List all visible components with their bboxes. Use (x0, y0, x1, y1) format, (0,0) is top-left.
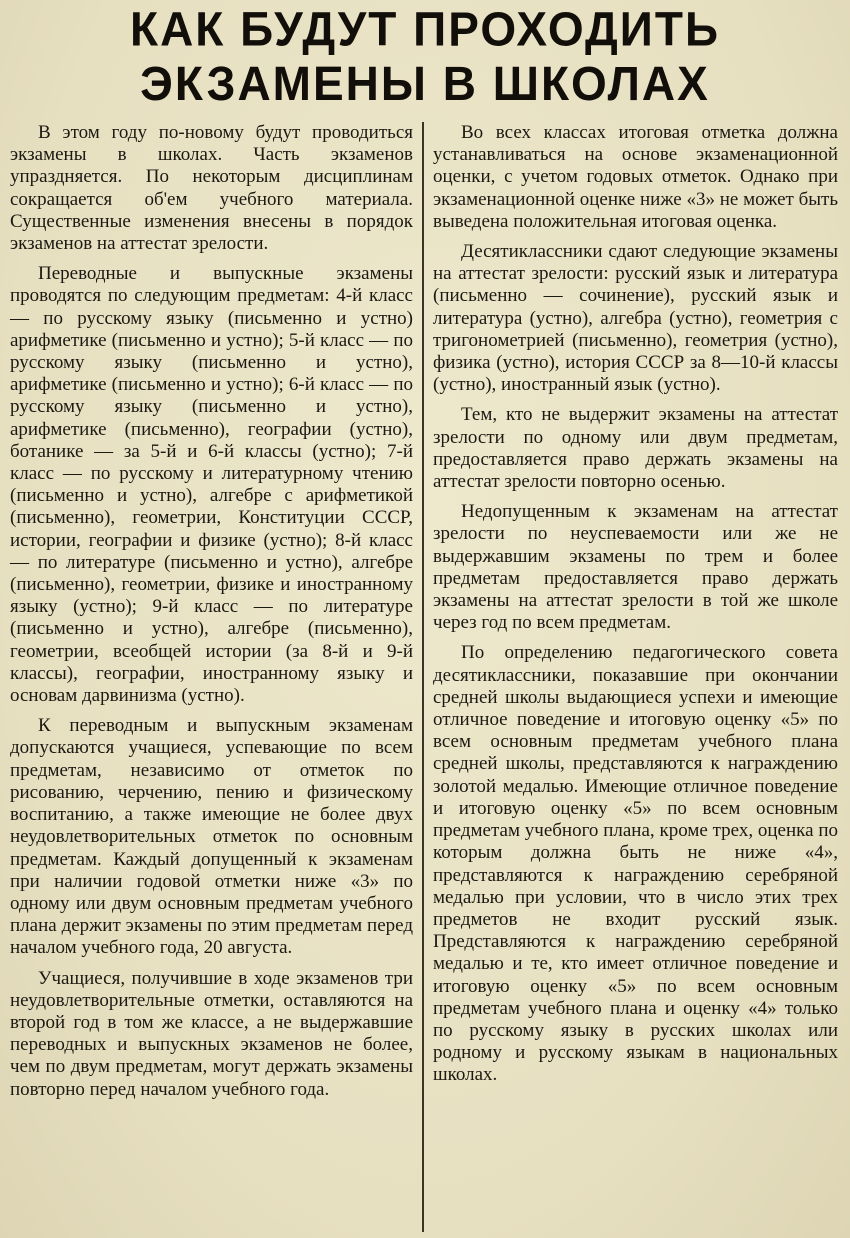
paragraph: Переводные и выпускные экзамены проводятся по следующим предметам: 4-й класс — по русскому языку (письменно и устно) арифметике (письменно и устно); 5-й класс — по русскому языку (письменно и устно), арифметике (письменно и устно); 6-й класс — по русскому языку (письменно и устно), арифметике (письменно), географии (устно), ботанике — за 5-й и 6-й классы (устно); 7-й класс — по русскому и литературному чтению (письменно и устно), алгебре с арифметикой (письменно), геометрии, Конституции СССР, истории, географии и физике (устно); 8-й класс — по литературе (письменно и устно), алгебре (письменно), геометрии, физике и иностранному языку (устно); 9-й класс — по литературе (письменно и устно), алгебре (письменно), геометрии, всеобщей истории (за 8-й и 9-й классы), географии, иностранному языку и основам дарвинизма (устно). (10, 263, 413, 707)
article-column-left (10, 122, 413, 1232)
paragraph: Недопущенным к экзаменам на аттестат зрелости по неуспеваемости или же не выдержавшим экзамены по трем и более предметам предоставляется право держать экзамены на аттестат зрелости в той же школе через год по всем предметам. (433, 501, 838, 634)
headline-line-2: ЭКЗАМЕНЫ В ШКОЛАХ (140, 56, 710, 111)
article-column-right (433, 122, 838, 1232)
paragraph: По определению педагогического совета десятиклассники, показавшие при окончании средней школы выдающиеся успехи и имеющие отличное поведение и итоговую оценку «5» по всем основным предметам учебного плана средней школы, представляются к награждению золотой медалью. Имеющие отличное поведение и итоговую оценку «5» по всем основным предметам учебного плана, кроме трех, оценка по которым должна быть не ниже «4», представляются к награждению серебряной медалью при условии, что в число этих трех предметов не входит русский язык. Представляются к награждению серебряной медалью и те, кто имеет отличное поведение и итоговую оценку «5» по всем основным предметам учебного плана и оценку «4» только по русскому языку в русских школах или родному и русскому языкам в национальных школах. (433, 642, 838, 1086)
paragraph: Во всех классах итоговая отметка должна устанавливаться на основе экзаменационной оценки, с учетом годовых отметок. Однако при экзаменационной оценке ниже «3» не может быть выведена положительная итоговая оценка. (433, 122, 838, 232)
paragraph: К переводным и выпускным экзаменам допускаются учащиеся, успевающие по всем предметам, независимо от отметок по рисованию, черчению, пению и физическому воспитанию, а также имеющие не более двух неудовлетворительных отметок по основным предметам. Каждый допущенный к экзаменам при наличии годовой отметки ниже «3» по одному или двум основным предметам учебного плана держит экзамены по этим предметам перед началом учебного года, 20 августа. (10, 715, 413, 959)
column-divider (422, 122, 424, 1232)
headline-line-1: КАК БУДУТ ПРОХОДИТЬ (130, 1, 720, 56)
paragraph: Учащиеся, получившие в ходе экзаменов три неудовлетворительные отметки, оставляются на второй год в том же классе, а не выдержавшие переводных и выпускных экзаменов не более, чем по двум предметам, могут держать экзамены повторно перед началом учебного года. (10, 967, 413, 1100)
article-headline (0, 1, 850, 110)
paragraph: В этом году по-новому будут проводиться экзамены в школах. Часть экзаменов упраздняется. По некоторым дисциплинам сокращается об'ем учебного материала. Существенные изменения внесены в порядок экзаменов на аттестат зрелости. (10, 122, 413, 255)
paragraph: Тем, кто не выдержит экзамены на аттестат зрелости по одному или двум предметам, предоставляется право держать экзамены на аттестат зрелости повторно осенью. (433, 404, 838, 493)
paragraph: Десятиклассники сдают следующие экзамены на аттестат зрелости: русский язык и литература (письменно — сочинение), русский язык и литература (устно), алгебра (устно), геометрия с тригонометрией (письменно), геометрия (устно), физика (устно), история СССР за 8—10-й классы (устно), иностранный язык (устно). (433, 241, 838, 396)
